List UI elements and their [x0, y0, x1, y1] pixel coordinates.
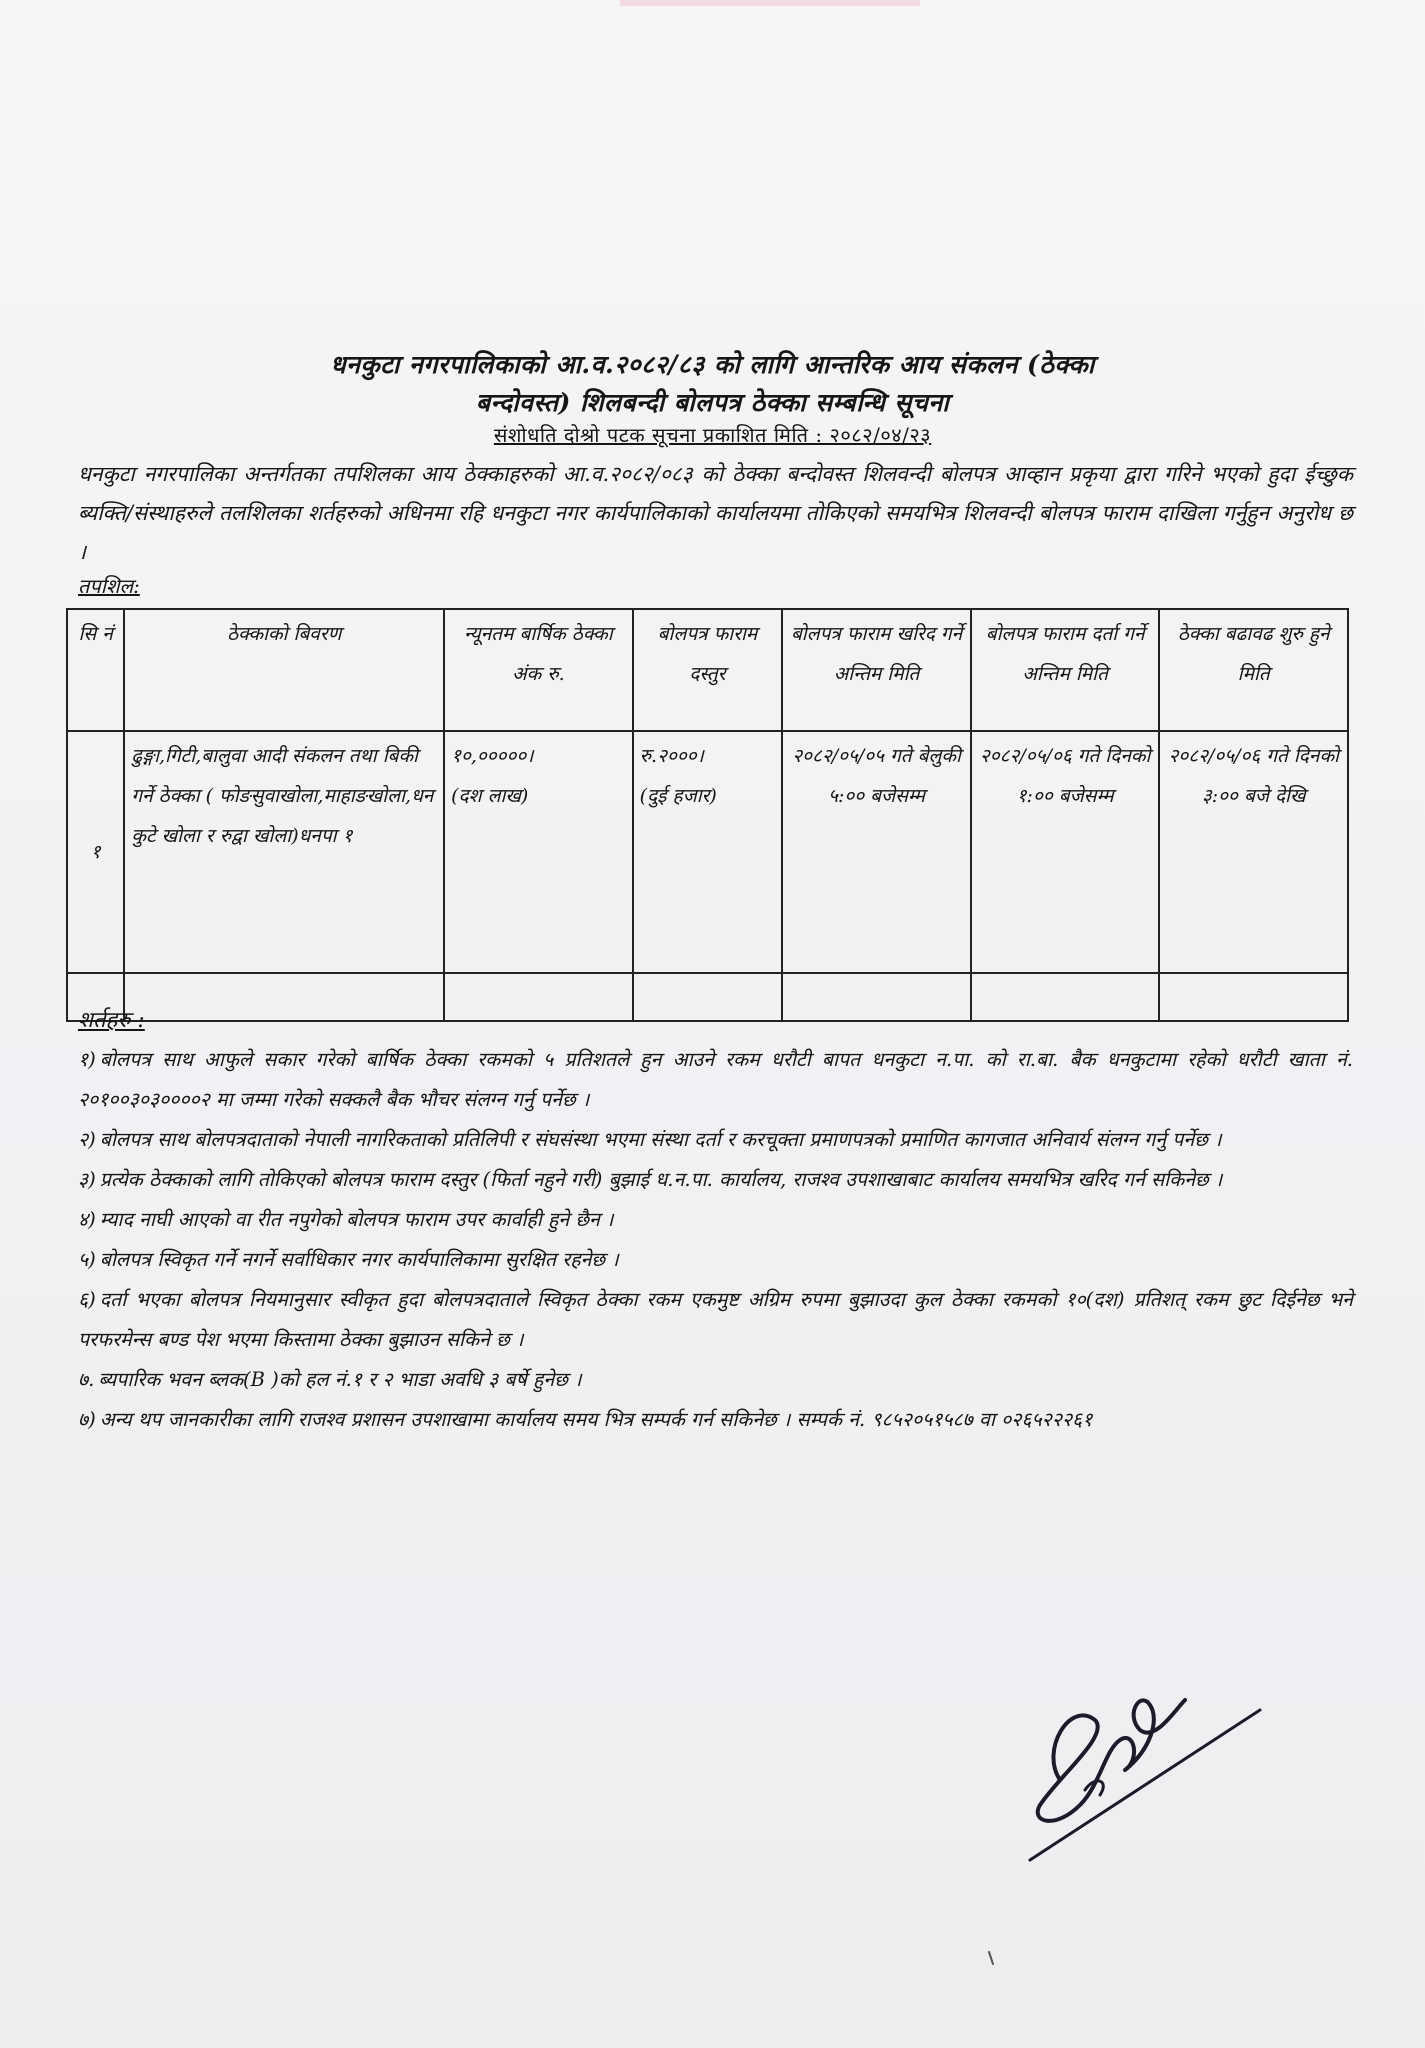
empty-cell — [124, 973, 444, 1021]
condition-item — [78, 1400, 1353, 1440]
condition-item — [78, 1240, 1353, 1280]
min-amount-words: (दश लाख) — [451, 785, 529, 807]
cell-min-amount — [444, 731, 633, 973]
condition-number: ४) — [78, 1208, 96, 1231]
condition-text: ब्यपारिक भवन ब्लक(B )को हल नं.१ र २ भाडा अवधि ३ बर्षे हुनेछ । — [98, 1368, 582, 1391]
condition-text: बोलपत्र साथ आफुले सकार गरेको बार्षिक ठेक्का रकमको ५ प्रतिशतले हुन आउने रकम धरौटी बापत धनकुटा न.पा. को रा.बा. बैक धनकुटामा रहेको धरौटी खाता नं. २०१००३०३००००२ मा जम्मा गरेको सक्कलै बैक भौचर संलग्न गर्नु पर्नेछ । — [78, 1048, 1353, 1111]
condition-number: ३) — [78, 1168, 96, 1191]
header-description: ठेक्काको बिवरण — [124, 609, 444, 731]
revised-publish-date: संशोधति दोश्रो पटक सूचना प्रकाशित मिति : २०८२/०४/२३ — [493, 423, 932, 447]
min-amount-figure: १०,०००००। — [451, 745, 534, 767]
condition-number: ६) — [78, 1288, 96, 1311]
notice-title-line2: बन्दोवस्त) शिलबन्दी बोलपत्र ठेक्का सम्बन्धि सूचना — [475, 388, 950, 417]
cell-fee — [633, 731, 783, 973]
header-sn: सि नं — [67, 609, 124, 731]
condition-item — [78, 1360, 1353, 1400]
condition-text: अन्य थप जानकारीका लागि राजश्व प्रशासन उपशाखामा कार्यालय समय भित्र सम्पर्क गर्न सकिनेछ । सम्पर्क नं. ९८५२०५१५८७ वा ०२६५२२२६१ — [99, 1408, 1093, 1431]
cell-opening-date: २०८२/०५/०६ गते दिनको ३:०० बजे देखि — [1159, 731, 1348, 973]
conditions-list — [78, 1040, 1353, 1440]
header-fee: बोलपत्र फाराम दस्तुर — [633, 609, 783, 731]
cell-reg-deadline: २०८२/०५/०६ गते दिनको १:०० बजेसम्म — [971, 731, 1160, 973]
header-reg-deadline: बोलपत्र फाराम दर्ता गर्ने अन्तिम मिति — [971, 609, 1160, 731]
condition-text: म्याद नाघी आएको वा रीत नपुगेको बोलपत्र फाराम उपर कार्वाही हुने छैन । — [99, 1208, 614, 1231]
top-stamp-mark — [620, 0, 920, 6]
cell-sn: १ — [67, 731, 124, 973]
stray-ink-mark — [985, 1950, 1005, 1970]
empty-cell — [1159, 973, 1348, 1021]
condition-item — [78, 1200, 1353, 1240]
header-min-amount: न्यूनतम बार्षिक ठेक्का अंक रु. — [444, 609, 633, 731]
table-row — [67, 731, 1348, 973]
condition-number: २) — [78, 1128, 96, 1151]
cell-buy-deadline: २०८२/०५/०५ गते बेलुकी ५:०० बजेसम्म — [782, 731, 971, 973]
table-header-row — [67, 609, 1348, 731]
condition-number: ७) — [78, 1408, 96, 1431]
table-row-empty — [67, 973, 1348, 1021]
empty-cell — [444, 973, 633, 1021]
header-opening-date: ठेक्का बढावढ शुरु हुने मिति — [1159, 609, 1348, 731]
condition-number: ५) — [78, 1248, 96, 1271]
schedule-label: तपशिल: — [78, 574, 140, 598]
header-buy-deadline: बोलपत्र फाराम खरिद गर्ने अन्तिम मिति — [782, 609, 971, 731]
condition-number: १) — [78, 1048, 96, 1071]
condition-item — [78, 1120, 1353, 1160]
notice-title-line1: धनकुटा नगरपालिकाको आ.व.२०८२/८३ को लागि आन्तरिक आय संकलन (ठेक्का — [330, 350, 1095, 379]
condition-text: प्रत्येक ठेक्काको लागि तोकिएको बोलपत्र फाराम दस्तुर (फिर्ता नहुने गरी) बुझाई ध.न.पा. कार्यालय, राजश्व उपशाखाबाट कार्यालय समयभित्र खरिद गर्न सकिनेछ । — [99, 1168, 1223, 1191]
condition-text: बोलपत्र स्विकृत गर्ने नगर्ने सर्वाधिकार नगर कार्यपालिकामा सुरक्षित रहनेछ । — [99, 1248, 619, 1271]
fee-words: (दुई हजार) — [639, 785, 717, 807]
condition-item — [78, 1160, 1353, 1200]
fee-figure: रु.२०००। — [639, 745, 704, 767]
empty-cell — [971, 973, 1160, 1021]
handwritten-signature — [1000, 1590, 1280, 1870]
condition-item — [78, 1040, 1353, 1120]
empty-cell — [782, 973, 971, 1021]
condition-text: बोलपत्र साथ बोलपत्रदाताको नेपाली नागरिकताको प्रतिलिपी र संघसंस्था भएमा संस्था दर्ता र करचूक्ता प्रमाणपत्रको प्रमाणित कागजात अनिवार्य संलग्न गर्नु पर्नेछ । — [99, 1128, 1222, 1151]
condition-item — [78, 1280, 1353, 1360]
intro-paragraph: धनकुटा नगरपालिका अन्तर्गतका तपशिलका आय ठेक्काहरुको आ.व.२०८२/०८३ को ठेक्का बन्दोवस्त शिलवन्दी बोलपत्र आव्हान प्रकृया द्वारा गरिने भएको हुदा ईच्छुक ब्यक्ति/संस्थाहरुले तलशिलका शर्तहरुको अधिनमा रहि धनकुटा नगर कार्यपालिकाको कार्यालयमा तोकिएको समयभित्र शिलवन्दी बोलपत्र फाराम दाखिला गर्नुहुन अनुरोध छ । — [78, 462, 1353, 564]
conditions-label: शर्तहरु : — [78, 1008, 145, 1033]
empty-cell — [633, 973, 783, 1021]
condition-number: ७. — [78, 1368, 95, 1391]
condition-text: दर्ता भएका बोलपत्र नियमानुसार स्वीकृत हुदा बोलपत्रदाताले स्विकृत ठेक्का रकम एकमुष्ट अग्रिम रुपमा बुझाउदा कुल ठेक्का रकमको १०(दश) प्रतिशत् रकम छुट दिईनेछ भने परफरमेन्स बण्ड पेश भएमा किस्तामा ठेक्का बुझाउन सकिने छ । — [78, 1288, 1353, 1351]
contract-schedule-table — [66, 608, 1349, 1022]
cell-description: ढुङ्गा,गिटी,बालुवा आदी संकलन तथा बिकी गर्ने ठेक्का ( फोङसुवाखोला,माहाङखोला,धन कुटे खोला र रुद्वा खोला)धनपा १ — [124, 731, 444, 973]
